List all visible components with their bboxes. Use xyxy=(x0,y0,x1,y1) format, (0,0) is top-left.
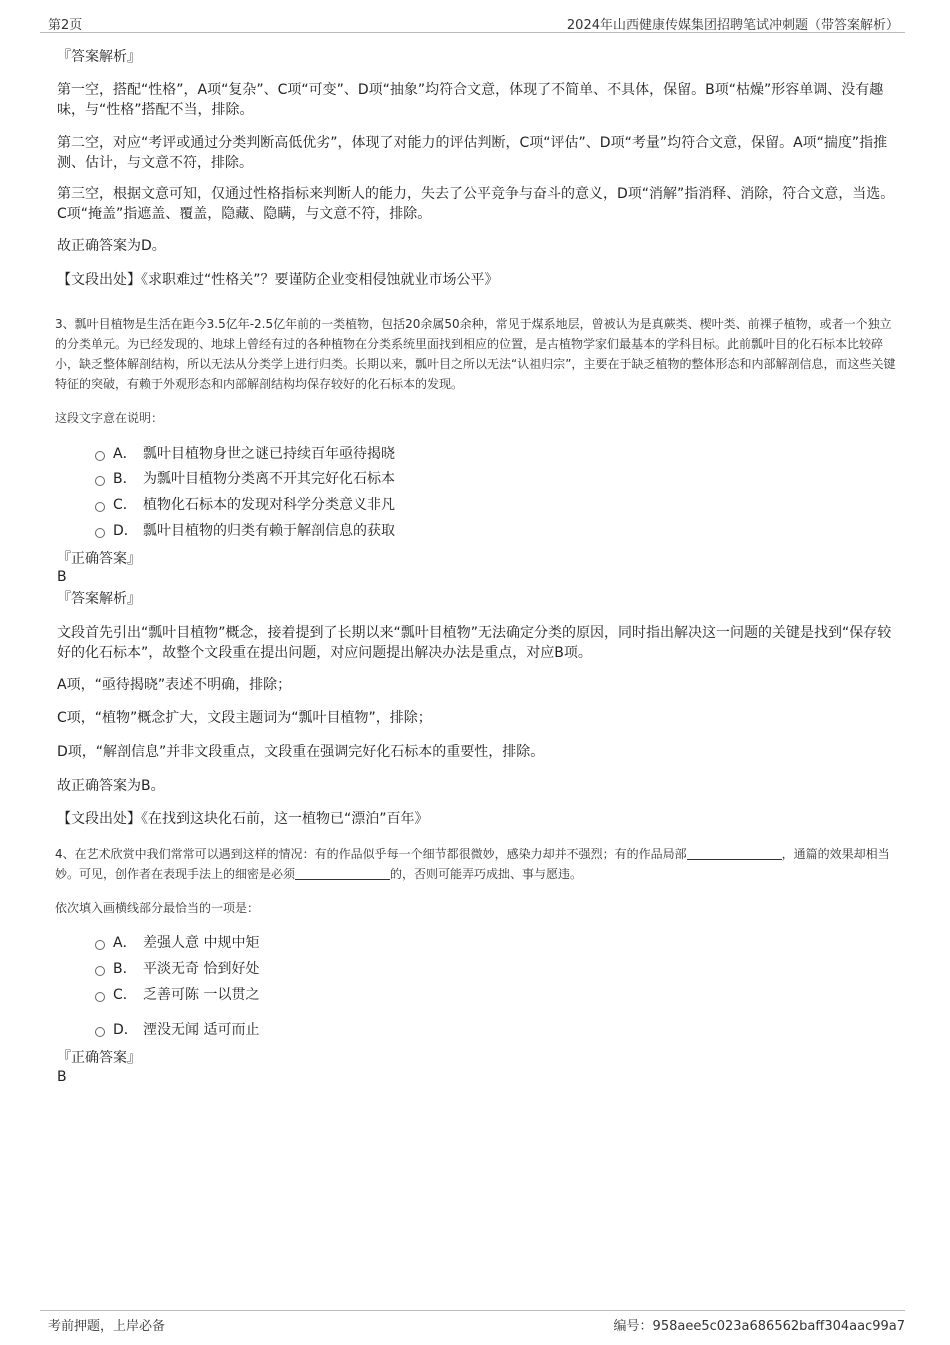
q4-option-d[interactable]: D． 湮没无闻 适可而止 xyxy=(95,1020,259,1040)
q3-analysis-p3: C项，“植物”概念扩大，文段主题词为“瓢叶目植物”，排除； xyxy=(57,710,432,726)
page-header xyxy=(40,10,905,33)
radio-icon[interactable] xyxy=(95,502,105,512)
blank-1 xyxy=(687,845,782,860)
q2-analysis-p1: 第一空，搭配“性格”，A项“复杂”、C项“可变”、D项“抽象”均符合文意，体现了不简单、不具体，保留。B项“枯燥”形容单调、没有趣味，与“性格”搭配不当，排除。 xyxy=(57,82,884,118)
blank-2 xyxy=(295,865,390,880)
q2-conclusion: 故正确答案为D。 xyxy=(57,238,166,254)
footer-slogan: 考前押题，上岸必备 xyxy=(48,1319,166,1334)
document-code: 编号：958aee5c023a686562baff304aac99a7 xyxy=(613,1319,905,1334)
q4-answer-heading: 『正确答案』 xyxy=(57,1050,141,1066)
q4-answer: B xyxy=(57,1069,67,1085)
page-number: 第2页 xyxy=(48,18,83,33)
q3-option-b[interactable]: B． 为瓢叶目植物分类离不开其完好化石标本 xyxy=(95,469,395,489)
q4-prompt: 依次填入画横线部分最恰当的一项是： xyxy=(55,901,260,915)
q3-option-a[interactable]: A． 瓢叶目植物身世之谜已持续百年亟待揭晓 xyxy=(95,444,395,464)
q3-source: 【文段出处】《在找到这块化石前，这一植物已“漂泊”百年》 xyxy=(57,811,429,827)
q3-answer-heading: 『正确答案』 xyxy=(57,551,141,567)
radio-icon[interactable] xyxy=(95,451,105,461)
q3-analysis-p4: D项，“解剖信息”并非文段重点，文段重在强调完好化石标本的重要性，排除。 xyxy=(57,744,545,760)
radio-icon[interactable] xyxy=(95,966,105,976)
radio-icon[interactable] xyxy=(95,528,105,538)
q3-conclusion: 故正确答案为B。 xyxy=(57,778,165,794)
q3-prompt: 这段文字意在说明： xyxy=(55,411,164,425)
q2-analysis-p2: 第二空，对应“考评或通过分类判断高低优劣”，体现了对能力的评估判断，C项“评估”、D项“考量”均符合文意，保留。A项“揣度”指推测、估计，与文意不符，排除。 xyxy=(57,135,888,171)
document-title: 2024年山西健康传媒集团招聘笔试冲刺题（带答案解析） xyxy=(566,18,899,33)
radio-icon[interactable] xyxy=(95,1027,105,1037)
q2-analysis-p3: 第三空，根据文意可知，仅通过性格指标来判断人的能力，失去了公平竞争与奋斗的意义，D项“消解”指消释、消除，符合文意，当选。C项“掩盖”指遮盖、覆盖，隐藏、隐瞒，与文意不符，排除。 xyxy=(57,186,895,222)
q4-stem: 4、在艺术欣赏中我们常常可以遇到这样的情况：有的作品似乎每一个细节都很微妙，感染力却并不强烈；有的作品局部 ，通篇的效果却相当妙。可见，创作者在表现手法上的细密是必须 的，否则可能弄巧成拙、事与愿违。 xyxy=(55,847,890,881)
q3-option-d[interactable]: D． 瓢叶目植物的归类有赖于解剖信息的获取 xyxy=(95,521,395,541)
q2-source: 【文段出处】《求职难过“性格关”？要谨防企业变相侵蚀就业市场公平》 xyxy=(57,272,499,288)
page-footer xyxy=(40,1310,905,1333)
radio-icon[interactable] xyxy=(95,940,105,950)
q4-option-b[interactable]: B． 平淡无奇 恰到好处 xyxy=(95,959,259,979)
q4-option-c[interactable]: C． 乏善可陈 一以贯之 xyxy=(95,985,259,1005)
radio-icon[interactable] xyxy=(95,476,105,486)
q3-option-c[interactable]: C． 植物化石标本的发现对科学分类意义非凡 xyxy=(95,495,395,515)
radio-icon[interactable] xyxy=(95,992,105,1002)
q3-analysis-p2: A项，“亟待揭晓”表述不明确，排除； xyxy=(57,677,292,693)
q2-analysis-heading: 『答案解析』 xyxy=(57,49,141,65)
q3-analysis-p1: 文段首先引出“瓢叶目植物”概念，接着提到了长期以来“瓢叶目植物”无法确定分类的原因，同时指出解决这一问题的关键是找到“保存较好的化石标本”，故整个文段重在提出问题，对应问题提出解决办法是重点，对应B项。 xyxy=(57,625,892,661)
q4-option-a[interactable]: A． 差强人意 中规中矩 xyxy=(95,933,259,953)
q3-analysis-heading: 『答案解析』 xyxy=(57,591,141,607)
q3-stem: 3、瓢叶目植物是生活在距今3.5亿年-2.5亿年前的一类植物，包括20余属50余种，常见于煤系地层，曾被认为是真蕨类、楔叶类、前裸子植物，或者一个独立的分类单元。为已经发现的、地球上曾经有过的各种植物在分类系统里面找到相应的位置，是古植物学家们最基本的学科目标。此前瓢叶目的化石标本比较碎小，缺乏整体解剖结构，所以无法从分类学上进行归类。长期以来，瓢叶目之所以无法“认祖归宗”，主要在于缺乏植物的整体形态和内部解剖信息，而这些关键特征的突破，有赖于外观形态和内部解剖结构均保存较好的化石标本的发现。 xyxy=(55,317,896,391)
q3-answer: B xyxy=(57,569,67,585)
